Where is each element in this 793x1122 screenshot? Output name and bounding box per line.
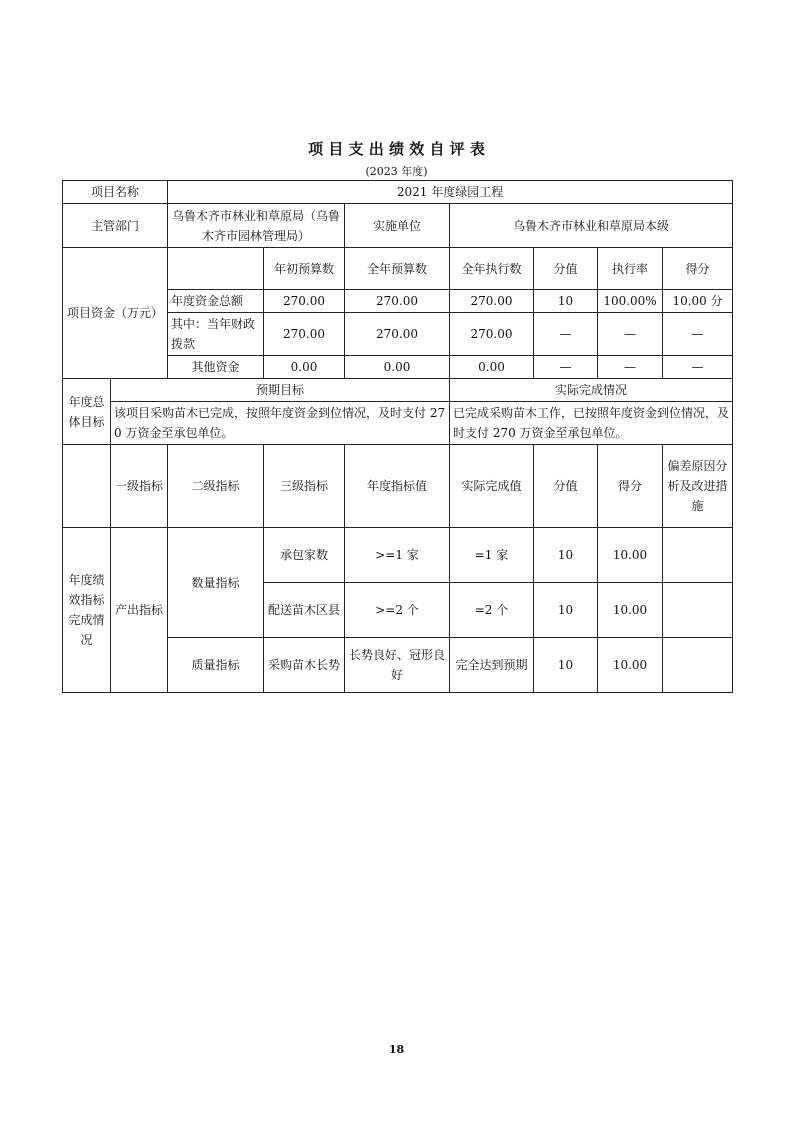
goals-expected-header: 预期目标	[111, 379, 450, 402]
funds-header: 分值	[534, 248, 598, 290]
funds-cell: 270.00	[264, 290, 345, 313]
funds-cell: 0.00	[264, 356, 345, 379]
funds-row-label: 其中：当年财政拨款	[168, 313, 264, 356]
indicator-header: 三级指标	[264, 445, 345, 528]
level3-indicator: 承包家数	[264, 528, 345, 583]
score-value: 10	[534, 528, 598, 583]
indicator-header: 一级指标	[111, 445, 168, 528]
target-value: >=2 个	[345, 583, 450, 638]
funds-cell: 270.00	[450, 290, 534, 313]
indicator-blank-cell	[63, 445, 111, 528]
funds-header: 全年预算数	[345, 248, 450, 290]
performance-table	[62, 180, 733, 693]
goals-expected-text: 该项目采购苗木已完成，按照年度资金到位情况，及时支付 270 万资金至承包单位。	[111, 402, 450, 445]
actual-value: =1 家	[450, 528, 534, 583]
project-name-value: 2021 年度绿园工程	[168, 181, 733, 204]
funds-row-label: 年度资金总额	[168, 290, 264, 313]
reason-value	[663, 638, 733, 693]
funds-header: 年初预算数	[264, 248, 345, 290]
funds-cell: —	[598, 313, 663, 356]
funds-cell: 270.00	[345, 313, 450, 356]
level2-indicator: 质量指标	[168, 638, 264, 693]
funds-cell: 270.00	[345, 290, 450, 313]
actual-value: 完全达到预期	[450, 638, 534, 693]
funds-header: 执行率	[598, 248, 663, 290]
page-number: 18	[388, 1043, 405, 1056]
funds-cell: 10	[534, 290, 598, 313]
goals-actual-text: 已完成采购苗木工作，已按照年度资金到位情况，及时支付 270 万资金至承包单位。	[450, 402, 733, 445]
funds-cell: 0.00	[450, 356, 534, 379]
funds-cell: 100.00%	[598, 290, 663, 313]
funds-cell: —	[598, 356, 663, 379]
level3-indicator: 采购苗木长势	[264, 638, 345, 693]
got-value: 10.00	[598, 583, 663, 638]
page-subtitle: (2023 年度)	[365, 165, 428, 178]
page-title: 项 目 支 出 绩 效 自 评 表	[308, 140, 485, 158]
indicator-header: 偏差原因分析及改进措施	[663, 445, 733, 528]
impl-label: 实施单位	[345, 204, 450, 248]
funds-cell: 270.00	[450, 313, 534, 356]
indicator-header: 年度指标值	[345, 445, 450, 528]
indicators-section-label: 年度绩效指标完成情况	[63, 528, 111, 693]
target-value: >=1 家	[345, 528, 450, 583]
funds-blank-cell	[168, 248, 264, 290]
funds-cell: 10.00 分	[663, 290, 733, 313]
indicator-header: 分值	[534, 445, 598, 528]
indicator-header: 二级指标	[168, 445, 264, 528]
reason-value	[663, 528, 733, 583]
funds-header: 得分	[663, 248, 733, 290]
goals-label: 年度总体目标	[63, 379, 111, 445]
funds-header: 全年执行数	[450, 248, 534, 290]
reason-value	[663, 583, 733, 638]
funds-cell: 270.00	[264, 313, 345, 356]
impl-value: 乌鲁木齐市林业和草原局本级	[450, 204, 733, 248]
actual-value: =2 个	[450, 583, 534, 638]
indicator-header: 实际完成值	[450, 445, 534, 528]
funds-label: 项目资金（万元）	[63, 248, 168, 379]
goals-actual-header: 实际完成情况	[450, 379, 733, 402]
funds-row-label: 其他资金	[168, 356, 264, 379]
score-value: 10	[534, 638, 598, 693]
got-value: 10.00	[598, 638, 663, 693]
dept-value: 乌鲁木齐市林业和草原局（乌鲁木齐市园林管理局）	[168, 204, 345, 248]
target-value: 长势良好、冠形良好	[345, 638, 450, 693]
funds-cell: —	[534, 356, 598, 379]
funds-cell: 0.00	[345, 356, 450, 379]
dept-label: 主管部门	[63, 204, 168, 248]
funds-cell: —	[663, 313, 733, 356]
score-value: 10	[534, 583, 598, 638]
funds-cell: —	[534, 313, 598, 356]
level2-indicator: 数量指标	[168, 528, 264, 638]
level3-indicator: 配送苗木区县	[264, 583, 345, 638]
indicator-header: 得分	[598, 445, 663, 528]
funds-cell: —	[663, 356, 733, 379]
got-value: 10.00	[598, 528, 663, 583]
level1-indicator: 产出指标	[111, 528, 168, 693]
project-name-label: 项目名称	[63, 181, 168, 204]
